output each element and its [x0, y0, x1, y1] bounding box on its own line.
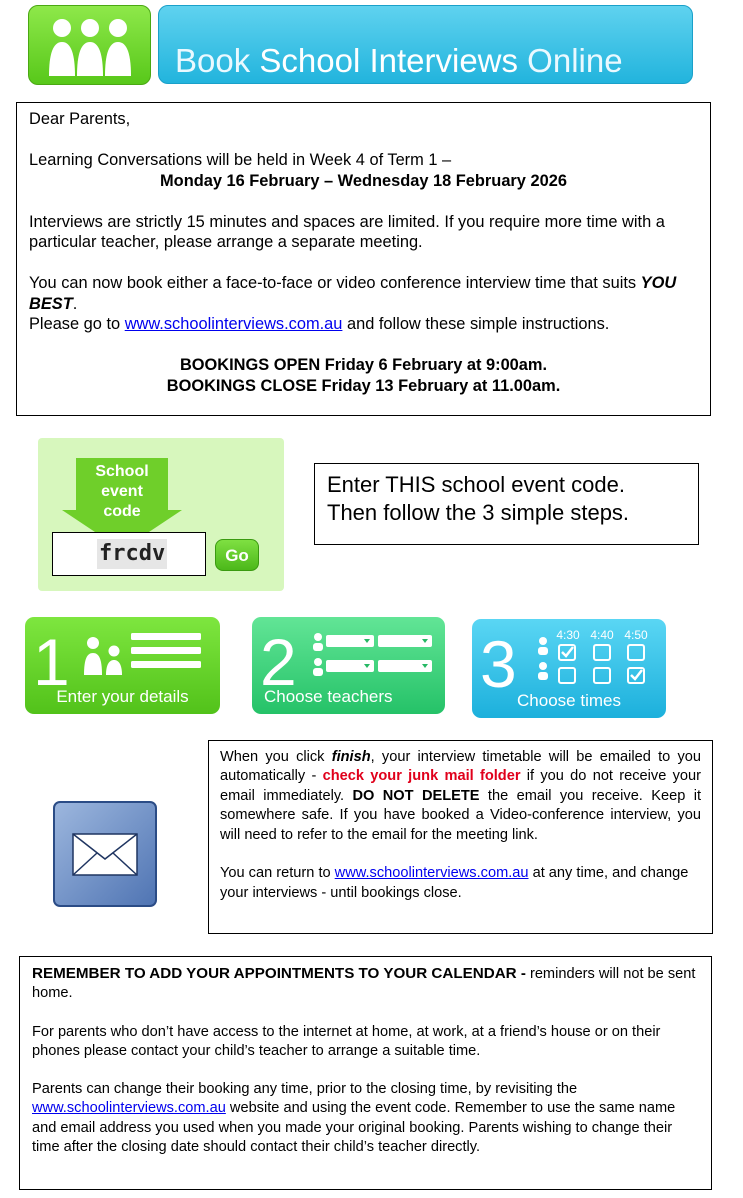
go-button[interactable]: Go: [215, 539, 259, 571]
step-3-label: Choose times: [517, 691, 621, 710]
arrow-text-1: School: [95, 463, 149, 480]
event-line: Learning Conversations will be held in Week 4 of Term 1 –: [29, 151, 452, 169]
website-link-3[interactable]: www.schoolinterviews.com.au: [32, 1100, 226, 1117]
email-confirmation-note: [208, 740, 713, 934]
step-3-number: 3: [480, 627, 517, 701]
title-banner: [158, 5, 693, 84]
event-code-input[interactable]: [52, 532, 206, 576]
time-4-40: 4:40: [590, 628, 614, 642]
interview-length-note: Interviews are strictly 15 minutes and spaces are limited. If you require more time with a particular teacher, please arrange a separate meeting.: [29, 212, 665, 251]
dropdown-list-icon: [313, 633, 432, 676]
step-1-label: Enter your details: [56, 687, 189, 706]
instructions-line: Please go to www.schoolinterviews.com.au and follow these simple instructions.: [29, 315, 610, 333]
step-2-label: Choose teachers: [264, 687, 393, 706]
event-code-instruction: Enter THIS school event code. Then follow the 3 simple steps.: [314, 463, 699, 545]
banner-title: Book School Interviews Online: [175, 42, 623, 79]
time-checkbox-grid-icon: [559, 645, 644, 683]
step-1-number: 1: [33, 625, 70, 699]
person-form-icon: [84, 633, 201, 675]
remember-note: [19, 956, 712, 1190]
arrow-text-3: code: [103, 503, 141, 520]
change-booking-note: Parents can change their booking any time, prior to the closing time, by revisiting the www.schoolinterviews.com.au website and using the event code. Remember to use the same name and email address you used when you made your original booking. Parents wishing to change their time after the closing date should contact their child’s teacher directly.: [32, 1081, 676, 1155]
bookings-close: BOOKINGS CLOSE Friday 13 February at 11.00am.: [166, 376, 561, 395]
logo-people-icon: [28, 5, 151, 85]
event-code-value: frcdv: [97, 539, 167, 569]
website-link[interactable]: www.schoolinterviews.com.au: [124, 315, 343, 333]
time-4-50: 4:50: [624, 628, 648, 642]
bookings-open: BOOKINGS OPEN Friday 6 February at 9:00am.: [179, 356, 548, 374]
event-dates: Monday 16 February – Wednesday 18 February 2026: [160, 171, 567, 190]
time-4-30: 4:30: [556, 628, 580, 642]
step-enter-details: [25, 617, 220, 714]
envelope-icon: [53, 801, 157, 907]
calendar-reminder: REMEMBER TO ADD YOUR APPOINTMENTS TO YOUR CALENDAR - reminders will not be sent home.: [32, 965, 696, 1002]
website-link-2[interactable]: www.schoolinterviews.com.au: [334, 865, 529, 882]
email-note-paragraph-2: You can return to www.schoolinterviews.com.au at any time, and change your interviews - until bookings close.: [220, 865, 689, 901]
step-choose-times: [472, 619, 666, 718]
email-note-paragraph-1: When you click finish, your interview timetable will be emailed to you automatically - check your junk mail folder if you do not receive your email immediately. DO NOT DELETE the email you receive. Keep it somewhere safe. If you have booked a Video-conference interview, you will need to refer to the email for the meeting link.: [220, 749, 702, 843]
no-internet-note: For parents who don’t have access to the internet at home, at work, at a friend’s house or on their phones please contact your child’s teacher to arrange a suitable time.: [32, 1023, 661, 1059]
event-code-panel: [38, 438, 284, 591]
greeting: Dear Parents,: [29, 110, 131, 128]
booking-type-note: You can now book either a face-to-face or video conference interview time that suits YOU BEST.: [29, 274, 677, 313]
arrow-text-2: event: [101, 483, 143, 500]
intro-letter: [16, 102, 711, 416]
step-2-number: 2: [260, 625, 297, 699]
step-choose-teachers: [252, 617, 445, 714]
